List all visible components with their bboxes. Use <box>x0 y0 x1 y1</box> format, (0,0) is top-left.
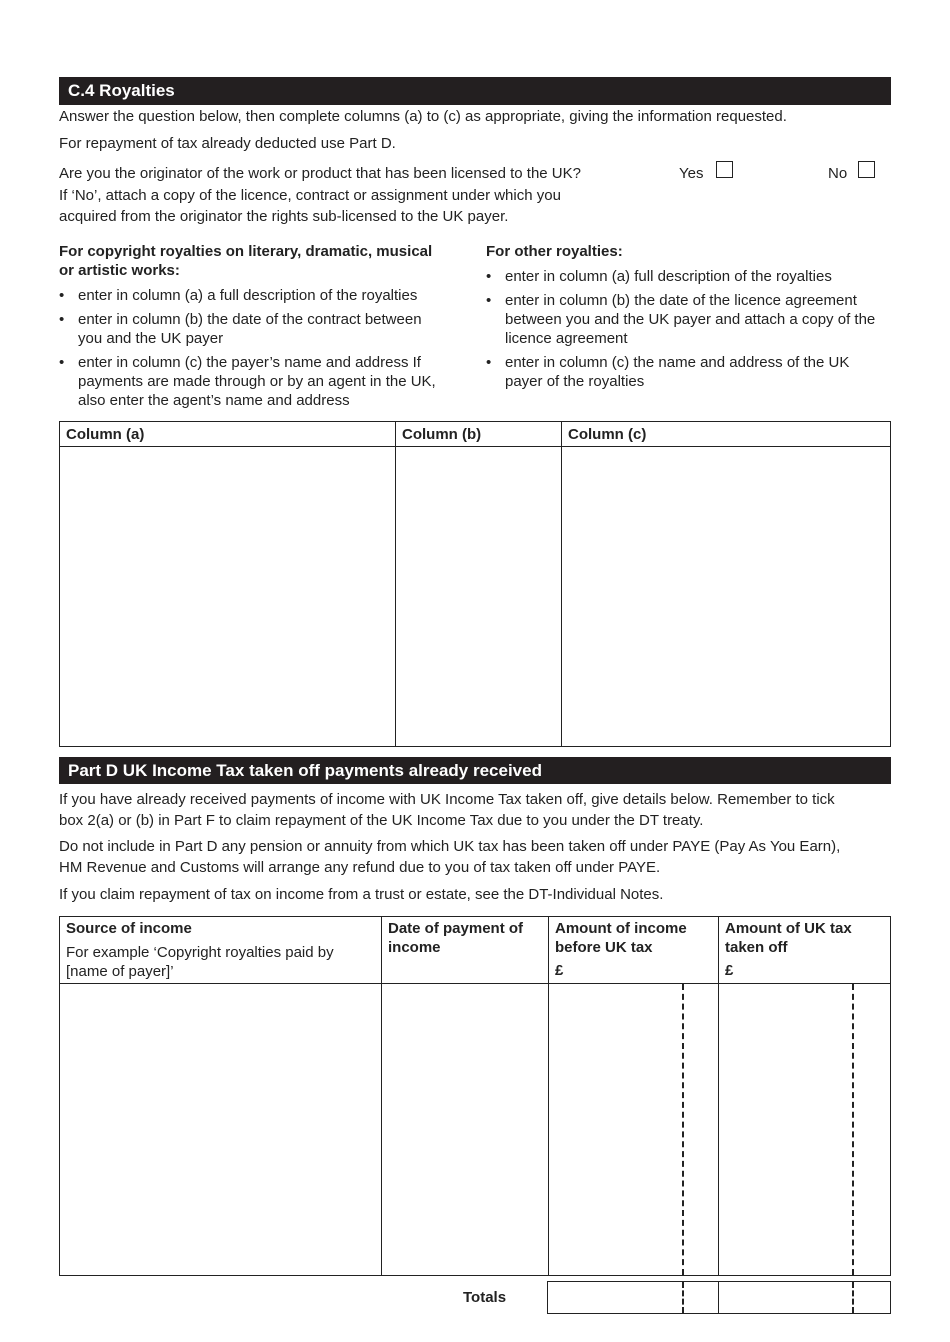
part-d-title-bar <box>59 757 891 784</box>
part-d-title: Part D UK Income Tax taken off payments already received <box>68 761 542 780</box>
date-of-payment-header: income <box>388 939 441 956</box>
section-c4-title: C.4 Royalties <box>68 81 175 100</box>
amount-before-tax-header: before UK tax <box>555 939 653 956</box>
source-of-income-input[interactable] <box>60 984 381 1275</box>
amount-before-tax-input[interactable] <box>549 984 718 1275</box>
yes-checkbox[interactable] <box>716 161 733 178</box>
other-royalties-heading: For other royalties: <box>486 243 623 260</box>
c4-intro: Answer the question below, then complete columns (a) to (c) as appropriate, giving the information requested. <box>59 108 787 125</box>
column-b-input[interactable] <box>396 447 561 746</box>
total-amount-before-tax-field[interactable] <box>547 1281 719 1314</box>
section-c4-title-bar <box>59 77 891 105</box>
source-of-income-header: Source of income <box>66 920 192 937</box>
date-of-payment-header: Date of payment of <box>388 920 524 937</box>
other-bullet-list <box>486 267 886 396</box>
originator-question-line: Are you the originator of the work or product that has been licensed to the UK? <box>59 165 581 182</box>
list-item: • enter in column (a) full description of the royalties <box>486 267 886 286</box>
uk-tax-taken-off-header: taken off <box>725 939 788 956</box>
amount-before-tax-header: Amount of income <box>555 920 687 937</box>
totals-label: Totals <box>463 1289 507 1306</box>
list-item: • enter in column (c) the payer’s name and address If payments are made through or by an agent in the UK, also enter the agent’s name and address <box>59 353 464 410</box>
c4-repayment-note: For repayment of tax already deducted use Part D. <box>59 135 396 152</box>
date-of-payment-input[interactable] <box>382 984 548 1275</box>
pence-divider <box>682 1282 684 1313</box>
originator-question-line: If ‘No’, attach a copy of the licence, contract or assignment under which you <box>59 187 561 204</box>
column-a-input[interactable] <box>60 447 395 746</box>
column-a-header: Column (a) <box>66 426 145 443</box>
part-d-paragraph: box 2(a) or (b) in Part F to claim repayment of the UK Income Tax due to you under the DT treaty. <box>59 812 704 829</box>
list-item: • enter in column (b) the date of the licence agreement between you and the UK payer and attach a copy of the licence agreement <box>486 291 886 348</box>
no-checkbox[interactable] <box>858 161 875 178</box>
column-b-header: Column (b) <box>402 426 482 443</box>
uk-tax-taken-off-input[interactable] <box>719 984 890 1275</box>
part-d-paragraph: If you have already received payments of income with UK Income Tax taken off, give details below. Remember to tick <box>59 791 835 808</box>
part-d-paragraph: HM Revenue and Customs will arrange any refund due to you of tax taken off under PAYE. <box>59 859 661 876</box>
currency-symbol: £ <box>555 962 564 979</box>
no-label: No <box>828 165 848 182</box>
copyright-heading: or artistic works: <box>59 262 180 279</box>
copyright-bullet-list <box>59 286 464 415</box>
currency-symbol: £ <box>725 962 734 979</box>
part-d-paragraph: Do not include in Part D any pension or annuity from which UK tax has been taken off under PAYE (Pay As You Earn), <box>59 838 841 855</box>
list-item: • enter in column (c) the name and address of the UK payer of the royalties <box>486 353 880 391</box>
copyright-heading: For copyright royalties on literary, dramatic, musical <box>59 243 433 260</box>
originator-question-line: acquired from the originator the rights sub-licensed to the UK payer. <box>59 208 509 225</box>
column-c-header: Column (c) <box>568 426 647 443</box>
source-example: For example ‘Copyright royalties paid by <box>66 944 334 961</box>
yes-label: Yes <box>679 165 704 182</box>
total-uk-tax-field[interactable] <box>718 1281 891 1314</box>
part-d-paragraph: If you claim repayment of tax on income from a trust or estate, see the DT-Individual Notes. <box>59 886 664 903</box>
list-item: • enter in column (a) a full description of the royalties <box>59 286 464 305</box>
column-c-input[interactable] <box>562 447 890 746</box>
uk-tax-taken-off-header: Amount of UK tax <box>725 920 852 937</box>
list-item: • enter in column (b) the date of the contract between you and the UK payer <box>59 310 448 348</box>
pence-divider <box>852 1282 854 1313</box>
source-example: [name of payer]’ <box>66 963 174 980</box>
